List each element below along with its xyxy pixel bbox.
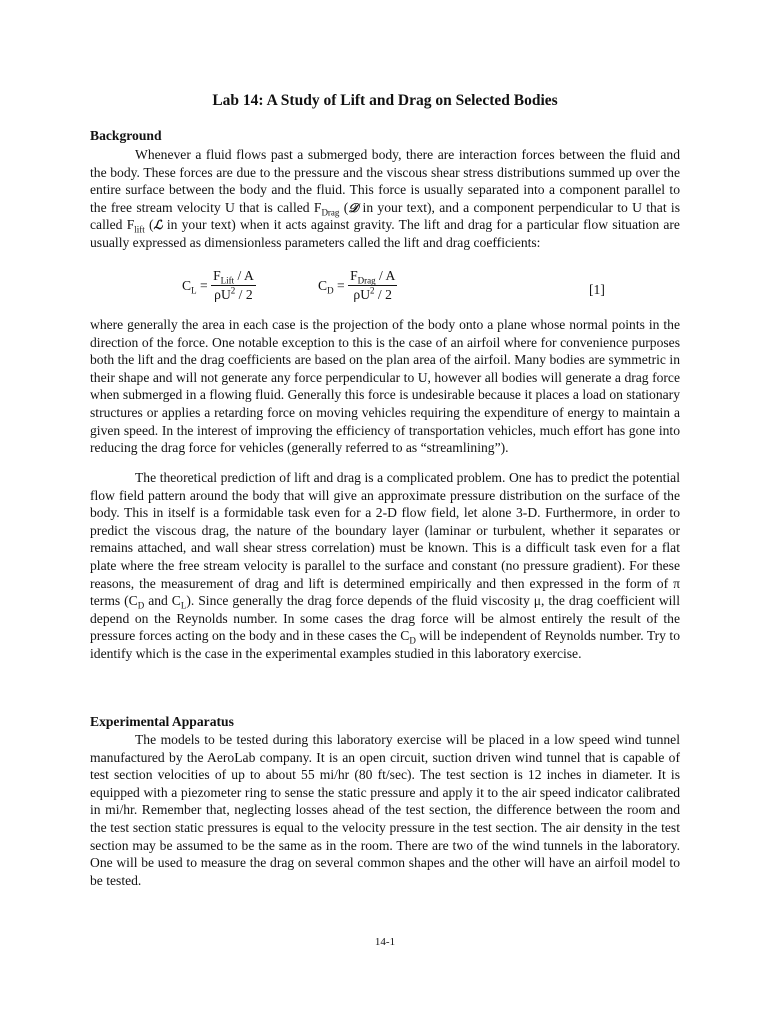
cd-fraction: [348, 268, 397, 303]
text-run: in your text), and a component perpendicular to U that is called F: [90, 199, 680, 233]
subscript: D: [409, 636, 416, 647]
background-heading: Background: [90, 128, 162, 143]
lift-symbol: ℒ: [153, 217, 163, 233]
drag-symbol: 𝒟: [348, 199, 359, 215]
apparatus-heading: Experimental Apparatus: [90, 714, 234, 729]
text-run: in your text) when it acts against gravity. The lift and drag for a particular flow situation are usually expressed as dimensionless parameters called the lift and drag coefficients:: [90, 217, 680, 250]
equation-number: [1]: [589, 282, 605, 297]
subscript: D: [137, 600, 145, 611]
text-run: (: [339, 199, 349, 215]
background-paragraph-3: [90, 469, 680, 663]
cl-denominator: $\rho U^2 / 2$: [214, 285, 253, 302]
text-run: Whenever a fluid flows past a submerged body, there are interaction forces between the fluid and the body. These forces are due to the pressure and the viscous shear stress distributions summed up over the entire surface between the body and the fluid. This force is usually separated into a component parallel to the free stream velocity U that is called F: [90, 147, 680, 215]
text-run: (: [144, 217, 154, 233]
text-run: ). Since generally the drag force depends of the fluid viscosity μ, the drag coefficient will depend on the Reynolds number. In some cases the drag force will be almost entirely the result of the pressure forces acting on the body and in these cases the C: [90, 593, 680, 644]
cd-numerator: $F_{Drag}$ / A: [350, 268, 396, 286]
background-paragraph-1: [90, 146, 680, 252]
apparatus-paragraph-1: The models to be tested during this laboratory exercise will be placed in a low speed wind tunnel manufactured by the AeroLab company. It is an open circuit, suction driven wind tunnel that is capable of test section velocities of up to about 55 mi/hr (80 ft/sec). The test section is 12 inches in diameter. It is equipped with a piezometer ring to sense the static pressure and apply it to the air speed indicator calibrated in mi/hr. Remember that, neglecting losses ahead of the test section, the difference between the room and the test section static pressures is equal to the velocity pressure in the test section. The air density in the test section may be assumed to be the same as in the room. There are two of the wind tunnels in the laboratory. One will be used to measure the drag on several common shapes and the other will have an airfoil model to be tested.: [90, 732, 680, 888]
cd-label: $C_D$ =: [318, 277, 345, 296]
lift-coefficient-equation: [182, 268, 256, 303]
subscript: L: [180, 600, 187, 611]
text-run: The theoretical prediction of lift and drag is a complicated problem. One has to predict the potential flow field pattern around the body that will give an approximate pressure distribution on the surface of the body. This in itself is a formidable task even for a 2-D flow field, let alone 3-D. Furthermore, in order to predict the viscous drag, the nature of the boundary layer (laminar or turbulent, whether it separates or remains attached, and wall shear stress correlation) must be known. This is a difficult task even for a flat plate where the free stream velocity is parallel to the surface and constant (no pressure gradient). For these reasons, the measurement of drag and lift is determined empirically and then expressed in the form of π terms (C: [90, 470, 680, 609]
subscript: Drag: [321, 207, 340, 218]
text-run: will be independent of Reynolds number. Try to identify which is the case in the experimental examples studied in this laboratory exercise.: [90, 628, 680, 661]
background-paragraph-2: where generally the area in each case is the projection of the body onto a plane whose normal points in the direction of the force. One notable exception to this is the case of an airfoil where for convenience purposes both the lift and the drag coefficients are based on the plan area of the airfoil. Many bodies are symmetric in their shape and will not generate any force perpendicular to U, however all bodies will generate a drag force when submerged in a flowing fluid. Generally this force is undesirable because it places a load on stationary structures or applies a retarding force on moving vehicles requiring the expenditure of energy to maintain a given speed. In the interest of improving the efficiency of transportation vehicles, much effort has gone into reducing the drag force for vehicles (generally referred to as “streamlining”).: [90, 317, 680, 456]
cl-numerator: $F_{Lift}$ / A: [213, 268, 254, 286]
subscript: lift: [134, 225, 145, 236]
drag-coefficient-equation: [318, 268, 397, 303]
page-title: Lab 14: A Study of Lift and Drag on Selected Bodies: [212, 92, 558, 109]
cl-label: $C_L$ =: [182, 277, 208, 296]
cl-fraction: [211, 268, 256, 303]
cd-denominator: $\rho U^2 / 2$: [353, 285, 392, 302]
text-run: and C: [144, 593, 181, 609]
page-number: 14-1: [374, 936, 396, 948]
